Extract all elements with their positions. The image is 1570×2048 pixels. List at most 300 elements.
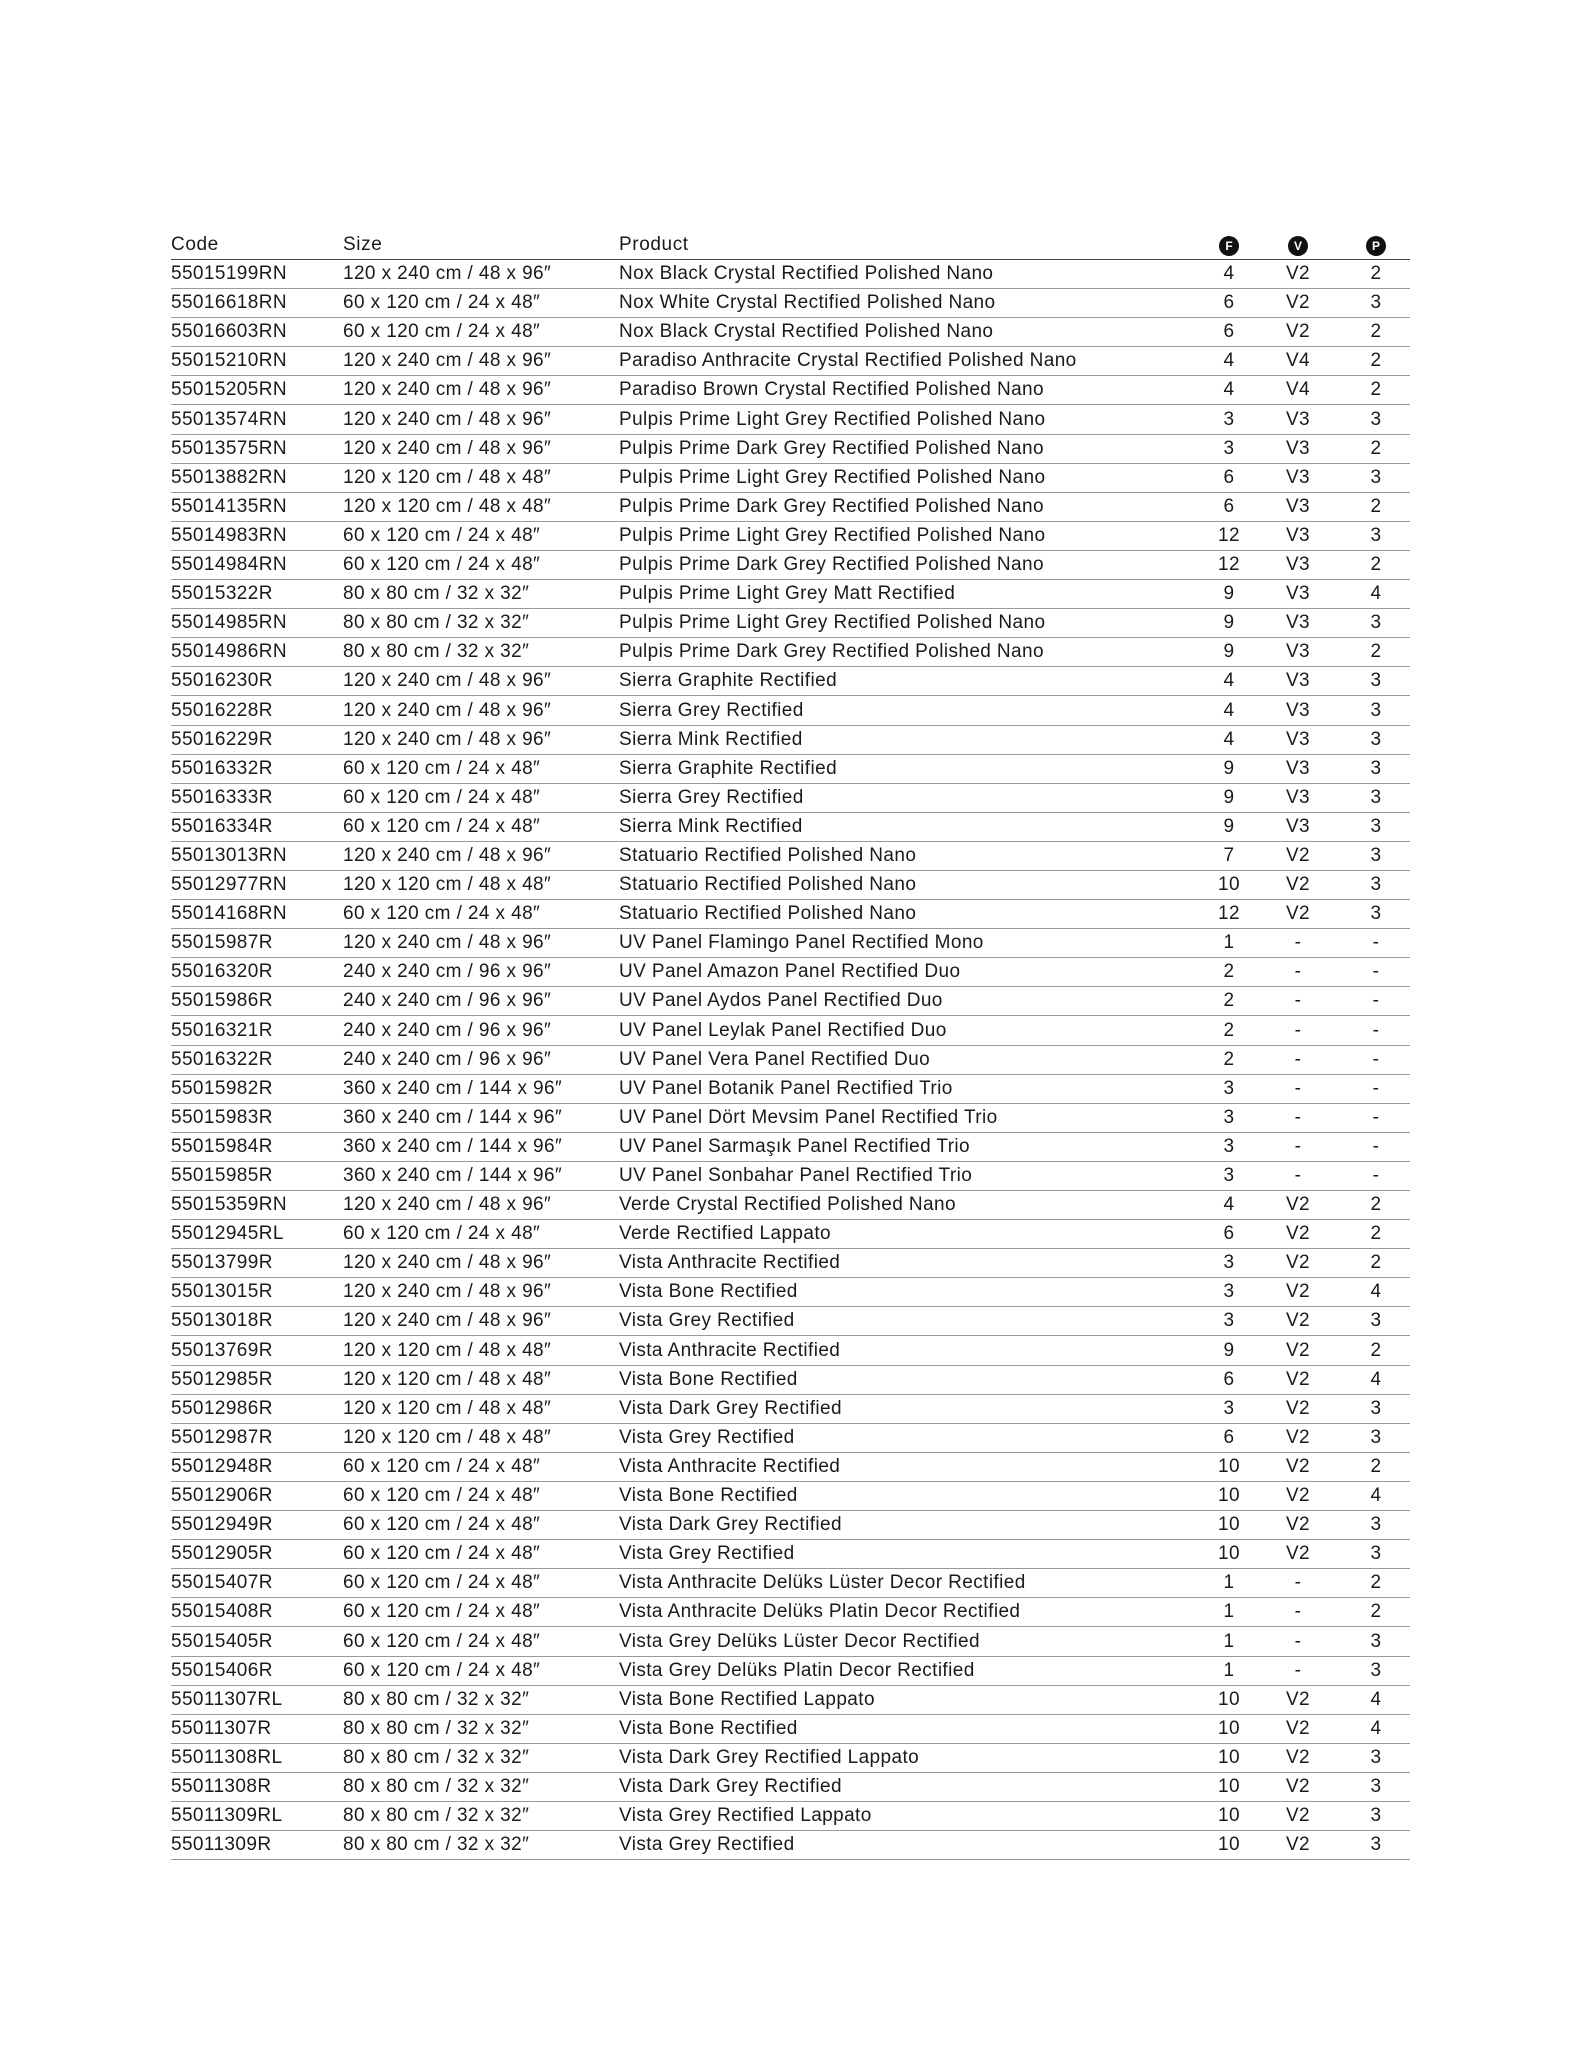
cell-code: 55015983R xyxy=(171,1106,273,1128)
cell-product: Vista Dark Grey Rectified xyxy=(619,1775,842,1797)
cell-product: Vista Dark Grey Rectified xyxy=(619,1397,842,1419)
cell-size: 60 x 120 cm / 24 x 48″ xyxy=(343,1514,541,1536)
cell-size: 120 x 120 cm / 48 x 48″ xyxy=(343,1397,552,1419)
table-row xyxy=(171,522,1410,551)
table-row xyxy=(171,1191,1410,1220)
cell-size: 120 x 240 cm / 48 x 96″ xyxy=(343,1281,552,1303)
cell-size: 240 x 240 cm / 96 x 96″ xyxy=(343,990,552,1012)
cell-p: 3 xyxy=(1370,524,1382,546)
table-row xyxy=(171,1307,1410,1336)
table-row xyxy=(171,1220,1410,1249)
cell-size: 60 x 120 cm / 24 x 48″ xyxy=(343,903,541,925)
cell-f: 1 xyxy=(1223,1572,1235,1594)
table-row xyxy=(171,1249,1410,1278)
cell-v: - xyxy=(1294,990,1302,1012)
cell-f: 3 xyxy=(1223,1281,1235,1303)
cell-v: V2 xyxy=(1285,1455,1311,1477)
cell-code: 55012906R xyxy=(171,1485,273,1507)
cell-product: Nox White Crystal Rectified Polished Nano xyxy=(619,292,996,314)
cell-f: 2 xyxy=(1223,961,1235,983)
table-row xyxy=(171,1686,1410,1715)
table-row xyxy=(171,987,1410,1016)
cell-v: V2 xyxy=(1285,874,1311,896)
table-row xyxy=(171,1424,1410,1453)
table-row xyxy=(171,1511,1410,1540)
cell-size: 240 x 240 cm / 96 x 96″ xyxy=(343,1019,552,1041)
cell-p: 3 xyxy=(1370,1659,1382,1681)
cell-product: Sierra Grey Rectified xyxy=(619,699,804,721)
cell-size: 60 x 120 cm / 24 x 48″ xyxy=(343,321,541,343)
cell-p: 3 xyxy=(1370,1630,1382,1652)
table-row xyxy=(171,667,1410,696)
cell-p: 4 xyxy=(1370,1688,1382,1710)
cell-size: 120 x 240 cm / 48 x 96″ xyxy=(343,699,552,721)
cell-code: 55015359RN xyxy=(171,1194,287,1216)
cell-v: - xyxy=(1294,1165,1302,1186)
table-row xyxy=(171,1569,1410,1598)
cell-size: 60 x 120 cm / 24 x 48″ xyxy=(343,757,541,779)
cell-p: 3 xyxy=(1370,1397,1382,1419)
cell-product: Pulpis Prime Light Grey Rectified Polished Nano xyxy=(619,408,1046,430)
table-row xyxy=(171,289,1410,318)
cell-f: 10 xyxy=(1218,1746,1240,1768)
cell-size: 60 x 120 cm / 24 x 48″ xyxy=(343,786,541,808)
cell-size: 120 x 240 cm / 48 x 96″ xyxy=(343,670,552,692)
cell-p: 3 xyxy=(1370,728,1382,750)
cell-size: 80 x 80 cm / 32 x 32″ xyxy=(343,1775,530,1797)
cell-size: 80 x 80 cm / 32 x 32″ xyxy=(343,641,530,663)
cell-f: 12 xyxy=(1218,554,1240,576)
cell-size: 80 x 80 cm / 32 x 32″ xyxy=(343,612,530,634)
cell-code: 55016322R xyxy=(171,1048,273,1070)
cell-size: 120 x 240 cm / 48 x 96″ xyxy=(343,379,552,401)
cell-product: UV Panel Leylak Panel Rectified Duo xyxy=(619,1019,947,1041)
column-header-size: Size xyxy=(343,234,383,255)
table-row xyxy=(171,435,1410,464)
cell-product: UV Panel Dört Mevsim Panel Rectified Trio xyxy=(619,1106,998,1128)
cell-size: 60 x 120 cm / 24 x 48″ xyxy=(343,292,541,314)
cell-product: Vista Grey Delüks Lüster Decor Rectified xyxy=(619,1630,980,1652)
cell-product: UV Panel Amazon Panel Rectified Duo xyxy=(619,961,961,983)
cell-v: V3 xyxy=(1285,757,1311,779)
cell-f: 3 xyxy=(1223,1135,1235,1157)
table-row xyxy=(171,464,1410,493)
table-row xyxy=(171,1366,1410,1395)
cell-product: Pulpis Prime Dark Grey Rectified Polished Nano xyxy=(619,641,1044,663)
cell-v: V3 xyxy=(1285,670,1311,692)
cell-p: 4 xyxy=(1370,1368,1382,1390)
cell-code: 55015982R xyxy=(171,1077,273,1099)
cell-code: 55013769R xyxy=(171,1339,273,1361)
cell-p: 2 xyxy=(1370,350,1382,372)
cell-code: 55012977RN xyxy=(171,874,287,896)
cell-v: V2 xyxy=(1285,1426,1311,1448)
cell-f: 1 xyxy=(1223,1601,1235,1623)
column-header-f xyxy=(1204,234,1254,259)
cell-product: Vista Grey Rectified xyxy=(619,1426,795,1448)
cell-p: 2 xyxy=(1370,437,1382,459)
cell-size: 120 x 240 cm / 48 x 96″ xyxy=(343,263,552,285)
table-row xyxy=(171,726,1410,755)
cell-code: 55015985R xyxy=(171,1165,273,1186)
cell-p: 3 xyxy=(1370,1543,1382,1565)
cell-f: 12 xyxy=(1218,524,1240,546)
cell-code: 55015322R xyxy=(171,583,273,605)
cell-size: 80 x 80 cm / 32 x 32″ xyxy=(343,1805,530,1827)
cell-product: Nox Black Crystal Rectified Polished Nano xyxy=(619,263,994,285)
cell-f: 4 xyxy=(1223,263,1235,285)
cell-product: Vista Bone Rectified xyxy=(619,1717,798,1739)
cell-code: 55012905R xyxy=(171,1543,273,1565)
cell-code: 55015407R xyxy=(171,1572,273,1594)
cell-p: 2 xyxy=(1370,1339,1382,1361)
cell-f: 2 xyxy=(1223,990,1235,1012)
cell-v: - xyxy=(1294,1630,1302,1652)
cell-p: 3 xyxy=(1370,757,1382,779)
cell-v: V2 xyxy=(1285,1514,1311,1536)
f-badge-icon: F xyxy=(1219,236,1239,256)
cell-product: Vista Grey Rectified xyxy=(619,1834,795,1856)
cell-f: 10 xyxy=(1218,1485,1240,1507)
cell-p: 3 xyxy=(1370,1310,1382,1332)
cell-code: 55016228R xyxy=(171,699,273,721)
table-row xyxy=(171,1104,1410,1133)
cell-v: V2 xyxy=(1285,1281,1311,1303)
cell-p: 3 xyxy=(1370,786,1382,808)
cell-product: UV Panel Sarmaşık Panel Rectified Trio xyxy=(619,1135,971,1157)
cell-f: 1 xyxy=(1223,1659,1235,1681)
cell-f: 4 xyxy=(1223,379,1235,401)
cell-size: 60 x 120 cm / 24 x 48″ xyxy=(343,1223,541,1245)
table-row xyxy=(171,871,1410,900)
cell-p: - xyxy=(1372,1165,1380,1186)
cell-product: Sierra Graphite Rectified xyxy=(619,757,838,779)
cell-code: 55011309R xyxy=(171,1834,272,1856)
cell-v: V2 xyxy=(1285,1543,1311,1565)
table-row xyxy=(171,1540,1410,1569)
cell-f: 7 xyxy=(1223,844,1235,866)
cell-code: 55016333R xyxy=(171,786,273,808)
cell-product: Vista Anthracite Delüks Lüster Decor Rectified xyxy=(619,1572,1026,1594)
table-row xyxy=(171,493,1410,522)
cell-v: - xyxy=(1294,1077,1302,1099)
cell-code: 55016332R xyxy=(171,757,273,779)
cell-f: 6 xyxy=(1223,1368,1235,1390)
cell-product: Pulpis Prime Dark Grey Rectified Polished Nano xyxy=(619,495,1044,517)
cell-v: - xyxy=(1294,1659,1302,1681)
table-row xyxy=(171,1802,1410,1831)
cell-code: 55012986R xyxy=(171,1397,273,1419)
cell-product: Sierra Graphite Rectified xyxy=(619,670,838,692)
cell-code: 55016618RN xyxy=(171,292,287,314)
v-badge-icon: V xyxy=(1288,236,1308,256)
cell-v: V2 xyxy=(1285,903,1311,925)
column-header-product: Product xyxy=(619,234,689,255)
cell-size: 80 x 80 cm / 32 x 32″ xyxy=(343,1688,530,1710)
cell-p: 3 xyxy=(1370,1746,1382,1768)
cell-v: - xyxy=(1294,1601,1302,1623)
cell-code: 55016321R xyxy=(171,1019,273,1041)
cell-size: 120 x 120 cm / 48 x 48″ xyxy=(343,874,552,896)
cell-size: 120 x 240 cm / 48 x 96″ xyxy=(343,1252,552,1274)
cell-product: UV Panel Sonbahar Panel Rectified Trio xyxy=(619,1165,973,1186)
cell-product: Nox Black Crystal Rectified Polished Nano xyxy=(619,321,994,343)
cell-f: 2 xyxy=(1223,1048,1235,1070)
table-row xyxy=(171,1715,1410,1744)
cell-code: 55013575RN xyxy=(171,437,287,459)
cell-code: 55012945RL xyxy=(171,1223,284,1245)
cell-code: 55016320R xyxy=(171,961,273,983)
table-row xyxy=(171,813,1410,842)
cell-code: 55014985RN xyxy=(171,612,287,634)
cell-product: Verde Rectified Lappato xyxy=(619,1223,832,1245)
cell-size: 360 x 240 cm / 144 x 96″ xyxy=(343,1135,563,1157)
cell-code: 55012948R xyxy=(171,1455,273,1477)
cell-v: - xyxy=(1294,1135,1302,1157)
cell-f: 6 xyxy=(1223,495,1235,517)
cell-p: 2 xyxy=(1370,1572,1382,1594)
cell-v: V2 xyxy=(1285,844,1311,866)
cell-v: V2 xyxy=(1285,1368,1311,1390)
cell-p: 3 xyxy=(1370,874,1382,896)
cell-p: 2 xyxy=(1370,641,1382,663)
cell-size: 120 x 240 cm / 48 x 96″ xyxy=(343,728,552,750)
table-row xyxy=(171,609,1410,638)
cell-p: - xyxy=(1372,1106,1380,1128)
cell-f: 12 xyxy=(1218,903,1240,925)
cell-v: V2 xyxy=(1285,263,1311,285)
cell-p: 3 xyxy=(1370,670,1382,692)
cell-v: V2 xyxy=(1285,1805,1311,1827)
cell-product: Paradiso Brown Crystal Rectified Polished Nano xyxy=(619,379,1044,401)
cell-v: V2 xyxy=(1285,1717,1311,1739)
table-row xyxy=(171,1657,1410,1686)
cell-product: Vista Anthracite Rectified xyxy=(619,1339,841,1361)
cell-code: 55011307R xyxy=(171,1717,272,1739)
cell-size: 60 x 120 cm / 24 x 48″ xyxy=(343,1572,541,1594)
cell-v: V2 xyxy=(1285,1310,1311,1332)
cell-f: 10 xyxy=(1218,1514,1240,1536)
cell-f: 3 xyxy=(1223,1106,1235,1128)
cell-code: 55011308RL xyxy=(171,1746,283,1768)
cell-v: V2 xyxy=(1285,321,1311,343)
cell-f: 10 xyxy=(1218,874,1240,896)
cell-f: 4 xyxy=(1223,728,1235,750)
cell-product: Vista Bone Rectified Lappato xyxy=(619,1688,875,1710)
cell-f: 9 xyxy=(1223,815,1235,837)
cell-code: 55013574RN xyxy=(171,408,287,430)
cell-product: Vista Grey Rectified xyxy=(619,1543,795,1565)
cell-size: 120 x 120 cm / 48 x 48″ xyxy=(343,1339,552,1361)
cell-size: 80 x 80 cm / 32 x 32″ xyxy=(343,583,530,605)
cell-code: 55014986RN xyxy=(171,641,287,663)
cell-product: Vista Grey Delüks Platin Decor Rectified xyxy=(619,1659,975,1681)
table-row xyxy=(171,900,1410,929)
cell-size: 80 x 80 cm / 32 x 32″ xyxy=(343,1717,530,1739)
cell-size: 60 x 120 cm / 24 x 48″ xyxy=(343,524,541,546)
cell-size: 120 x 120 cm / 48 x 48″ xyxy=(343,1368,552,1390)
cell-product: Vista Bone Rectified xyxy=(619,1281,798,1303)
cell-p: 4 xyxy=(1370,1281,1382,1303)
cell-code: 55012949R xyxy=(171,1514,273,1536)
p-badge-icon: P xyxy=(1366,236,1386,256)
cell-p: 2 xyxy=(1370,554,1382,576)
cell-v: V3 xyxy=(1285,524,1311,546)
cell-p: 3 xyxy=(1370,1805,1382,1827)
table-row xyxy=(171,376,1410,405)
cell-p: 4 xyxy=(1370,1717,1382,1739)
cell-product: UV Panel Botanik Panel Rectified Trio xyxy=(619,1077,953,1099)
cell-v: V3 xyxy=(1285,408,1311,430)
cell-f: 6 xyxy=(1223,321,1235,343)
cell-p: - xyxy=(1372,1135,1380,1157)
cell-f: 2 xyxy=(1223,1019,1235,1041)
cell-p: 2 xyxy=(1370,1252,1382,1274)
cell-f: 10 xyxy=(1218,1688,1240,1710)
cell-f: 1 xyxy=(1223,1630,1235,1652)
cell-v: V2 xyxy=(1285,1223,1311,1245)
cell-p: 3 xyxy=(1370,466,1382,488)
cell-code: 55016229R xyxy=(171,728,273,750)
cell-code: 55016603RN xyxy=(171,321,287,343)
cell-product: Vista Anthracite Delüks Platin Decor Rectified xyxy=(619,1601,1021,1623)
cell-product: Vista Dark Grey Rectified xyxy=(619,1514,842,1536)
cell-f: 10 xyxy=(1218,1455,1240,1477)
cell-f: 6 xyxy=(1223,1426,1235,1448)
table-header-row xyxy=(171,226,1410,260)
cell-f: 6 xyxy=(1223,1223,1235,1245)
cell-product: Verde Crystal Rectified Polished Nano xyxy=(619,1194,956,1216)
cell-product: Vista Anthracite Rectified xyxy=(619,1252,841,1274)
cell-code: 55014983RN xyxy=(171,524,287,546)
cell-size: 120 x 240 cm / 48 x 96″ xyxy=(343,1310,552,1332)
cell-size: 120 x 240 cm / 48 x 96″ xyxy=(343,437,552,459)
cell-size: 60 x 120 cm / 24 x 48″ xyxy=(343,1485,541,1507)
cell-product: Sierra Mink Rectified xyxy=(619,815,803,837)
cell-code: 55013015R xyxy=(171,1281,273,1303)
cell-v: V4 xyxy=(1285,350,1311,372)
table-row xyxy=(171,929,1410,958)
cell-code: 55011307RL xyxy=(171,1688,283,1710)
cell-v: V2 xyxy=(1285,1397,1311,1419)
table-body xyxy=(171,260,1410,1860)
cell-size: 360 x 240 cm / 144 x 96″ xyxy=(343,1165,563,1186)
cell-p: - xyxy=(1372,932,1380,954)
cell-v: V3 xyxy=(1285,786,1311,808)
cell-code: 55015210RN xyxy=(171,350,287,372)
cell-size: 120 x 240 cm / 48 x 96″ xyxy=(343,350,552,372)
cell-v: V3 xyxy=(1285,437,1311,459)
cell-f: 3 xyxy=(1223,408,1235,430)
cell-f: 3 xyxy=(1223,1252,1235,1274)
cell-f: 9 xyxy=(1223,612,1235,634)
table-row xyxy=(171,755,1410,784)
column-header-v xyxy=(1254,234,1342,259)
cell-code: 55015408R xyxy=(171,1601,273,1623)
cell-size: 240 x 240 cm / 96 x 96″ xyxy=(343,1048,552,1070)
cell-size: 80 x 80 cm / 32 x 32″ xyxy=(343,1746,530,1768)
cell-p: - xyxy=(1372,1048,1380,1070)
table-row xyxy=(171,318,1410,347)
cell-p: 3 xyxy=(1370,612,1382,634)
cell-v: V2 xyxy=(1285,1339,1311,1361)
cell-p: 3 xyxy=(1370,408,1382,430)
cell-product: Statuario Rectified Polished Nano xyxy=(619,844,917,866)
table-row xyxy=(171,842,1410,871)
cell-product: UV Panel Vera Panel Rectified Duo xyxy=(619,1048,931,1070)
cell-f: 9 xyxy=(1223,786,1235,808)
table-row xyxy=(171,405,1410,434)
cell-p: - xyxy=(1372,961,1380,983)
table-row xyxy=(171,1075,1410,1104)
cell-product: Pulpis Prime Light Grey Rectified Polished Nano xyxy=(619,466,1046,488)
cell-size: 60 x 120 cm / 24 x 48″ xyxy=(343,1601,541,1623)
cell-f: 3 xyxy=(1223,1397,1235,1419)
cell-p: - xyxy=(1372,1077,1380,1099)
table-row xyxy=(171,696,1410,725)
cell-size: 120 x 240 cm / 48 x 96″ xyxy=(343,844,552,866)
cell-p: 2 xyxy=(1370,1223,1382,1245)
cell-product: Vista Bone Rectified xyxy=(619,1485,798,1507)
product-table xyxy=(171,226,1410,1860)
cell-p: 2 xyxy=(1370,1455,1382,1477)
cell-size: 60 x 120 cm / 24 x 48″ xyxy=(343,554,541,576)
cell-v: - xyxy=(1294,1048,1302,1070)
cell-p: 3 xyxy=(1370,292,1382,314)
table-row xyxy=(171,1482,1410,1511)
cell-p: 4 xyxy=(1370,583,1382,605)
cell-v: V2 xyxy=(1285,1775,1311,1797)
table-row xyxy=(171,1395,1410,1424)
cell-product: Statuario Rectified Polished Nano xyxy=(619,903,917,925)
cell-v: V2 xyxy=(1285,1252,1311,1274)
cell-size: 120 x 120 cm / 48 x 48″ xyxy=(343,495,552,517)
cell-v: V2 xyxy=(1285,1688,1311,1710)
table-row xyxy=(171,1336,1410,1365)
cell-f: 10 xyxy=(1218,1775,1240,1797)
cell-product: Pulpis Prime Dark Grey Rectified Polished Nano xyxy=(619,554,1044,576)
cell-p: 2 xyxy=(1370,263,1382,285)
cell-f: 4 xyxy=(1223,699,1235,721)
cell-product: Sierra Mink Rectified xyxy=(619,728,803,750)
cell-code: 55015406R xyxy=(171,1659,273,1681)
table-row xyxy=(171,580,1410,609)
cell-code: 55015199RN xyxy=(171,263,287,285)
cell-code: 55016334R xyxy=(171,815,273,837)
cell-product: Vista Grey Rectified Lappato xyxy=(619,1805,872,1827)
cell-v: V2 xyxy=(1285,1834,1311,1856)
cell-f: 9 xyxy=(1223,757,1235,779)
cell-v: V2 xyxy=(1285,292,1311,314)
cell-v: V3 xyxy=(1285,641,1311,663)
cell-f: 9 xyxy=(1223,583,1235,605)
cell-size: 120 x 120 cm / 48 x 48″ xyxy=(343,1426,552,1448)
table-row xyxy=(171,784,1410,813)
table-row xyxy=(171,551,1410,580)
cell-p: 2 xyxy=(1370,1601,1382,1623)
cell-code: 55016230R xyxy=(171,670,273,692)
cell-p: 3 xyxy=(1370,1834,1382,1856)
table-row xyxy=(171,1133,1410,1162)
table-row xyxy=(171,1773,1410,1802)
cell-p: 2 xyxy=(1370,321,1382,343)
cell-product: Vista Grey Rectified xyxy=(619,1310,795,1332)
table-row xyxy=(171,1744,1410,1773)
cell-v: V2 xyxy=(1285,1746,1311,1768)
cell-code: 55013013RN xyxy=(171,844,287,866)
cell-v: V3 xyxy=(1285,583,1311,605)
cell-size: 80 x 80 cm / 32 x 32″ xyxy=(343,1834,530,1856)
